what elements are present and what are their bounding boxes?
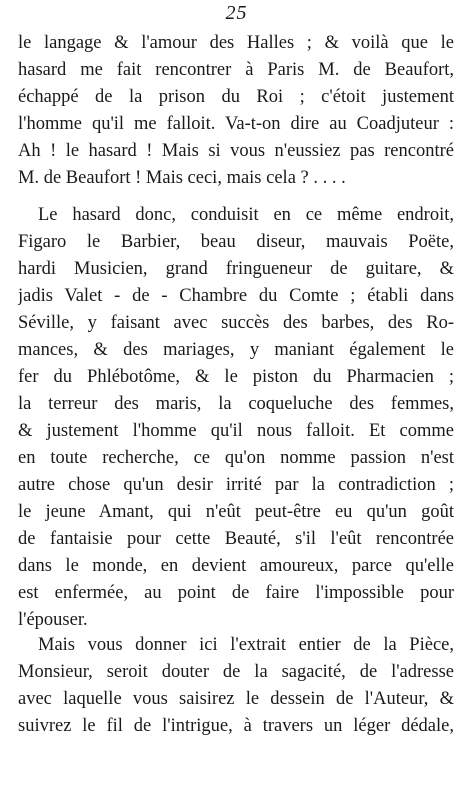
text-line: en toute recherche, ce qu'on nomme passion n'est <box>18 448 454 468</box>
text-line: l'homme qu'il me falloit. Va-t-on dire au Coadjuteur : <box>18 114 454 134</box>
text-line: de fantaisie pour cette Beauté, s'il l'eût rencontrée <box>18 529 454 549</box>
page-number: 25 <box>225 2 248 24</box>
paragraph-extrait <box>18 632 454 740</box>
paragraph-figaro <box>18 202 454 634</box>
text-line: l'épouser. <box>18 610 88 630</box>
text-line: le langage & l'amour des Halles ; & voilà que le <box>18 33 454 53</box>
text-line: M. de Beaufort ! Mais ceci, mais cela ? . . . . <box>18 168 346 188</box>
text-line: échappé de la prison du Roi ; c'étoit justement <box>18 87 454 107</box>
text-line: Figaro le Barbier, beau diseur, mauvais Poëte, <box>18 232 454 252</box>
text-line: la terreur des maris, la coqueluche des femmes, <box>18 394 454 414</box>
text-line: dans le monde, en devient amoureux, parce qu'elle <box>18 556 454 576</box>
text-line: est enfermée, au point de faire l'impossible pour <box>18 583 454 603</box>
text-line: Séville, y faisant avec succès des barbes, des Ro- <box>18 313 454 333</box>
text-line: Monsieur, seroit douter de la sagacité, de l'adresse <box>18 662 454 682</box>
text-line: avec laquelle vous saisirez le dessein de l'Auteur, & <box>18 689 454 709</box>
paragraph-continuation <box>18 30 454 192</box>
text-line: mances, & des mariages, y maniant également le <box>18 340 454 360</box>
text-line: jadis Valet - de - Chambre du Comte ; établi dans <box>18 286 454 306</box>
text-line: Le hasard donc, conduisit en ce même endroit, <box>38 205 454 225</box>
text-line: autre chose qu'un desir irrité par la contradiction ; <box>18 475 454 495</box>
text-line: & justement l'homme qu'il nous falloit. Et comme <box>18 421 454 441</box>
text-line: hasard me fait rencontrer à Paris M. de Beaufort, <box>18 60 454 80</box>
text-line: fer du Phlébotôme, & le piston du Pharmacien ; <box>18 367 454 387</box>
text-line: Ah ! le hasard ! Mais si vous n'eussiez pas rencontré <box>18 141 454 161</box>
text-line: le jeune Amant, qui n'eût peut-être eu qu'un goût <box>18 502 454 522</box>
text-line: hardi Musicien, grand fringueneur de guitare, & <box>18 259 454 279</box>
text-line: Mais vous donner ici l'extrait entier de la Pièce, <box>38 635 454 655</box>
text-line: suivrez le fil de l'intrigue, à travers un léger dédale, <box>18 716 454 736</box>
